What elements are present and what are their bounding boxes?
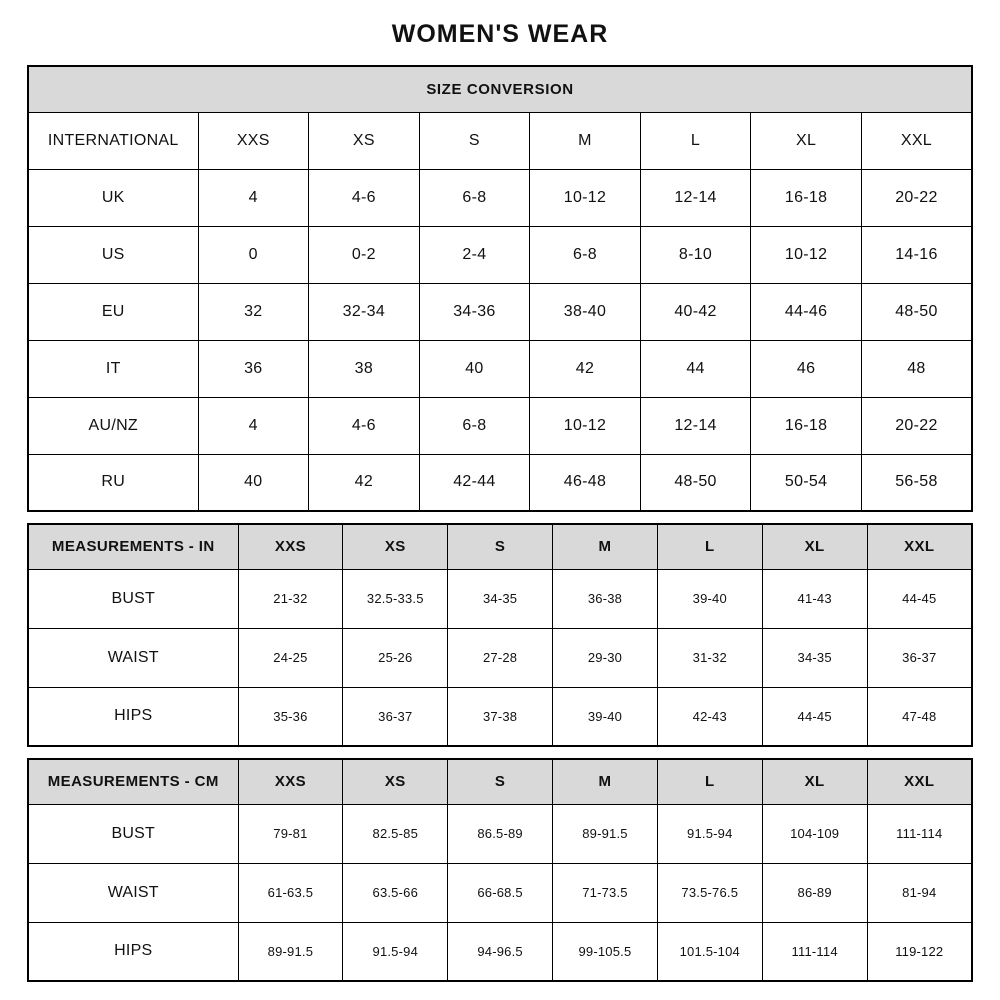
size-value: 56-58: [861, 454, 972, 511]
size-value: 6-8: [530, 226, 641, 283]
size-value: 14-16: [861, 226, 972, 283]
size-value: 48-50: [640, 454, 751, 511]
measurement-value: 25-26: [343, 628, 448, 687]
table-row: [28, 283, 972, 340]
table-header-row: [28, 112, 972, 169]
measurement-value: 86.5-89: [448, 804, 553, 863]
size-value: 0: [198, 226, 309, 283]
measurements-in-title: MEASUREMENTS - IN: [28, 524, 238, 569]
measurement-value: 119-122: [867, 922, 972, 981]
size-value: 40: [198, 454, 309, 511]
measurement-value: 36-37: [867, 628, 972, 687]
measurements-in-table: [27, 523, 973, 747]
size-value: 6-8: [419, 397, 530, 454]
measurement-value: 91.5-94: [343, 922, 448, 981]
size-value: 0-2: [309, 226, 420, 283]
measurement-value: 35-36: [238, 687, 343, 746]
size-value: 44: [640, 340, 751, 397]
column-header-size: M: [553, 759, 658, 804]
size-value: 32-34: [309, 283, 420, 340]
column-header-size: XXS: [238, 759, 343, 804]
size-value: 42: [309, 454, 420, 511]
size-value: 44-46: [751, 283, 862, 340]
measurement-value: 29-30: [553, 628, 658, 687]
row-label: HIPS: [28, 687, 238, 746]
row-label: US: [28, 226, 198, 283]
measurement-value: 47-48: [867, 687, 972, 746]
column-header-size: S: [448, 759, 553, 804]
measurements-cm-table: [27, 758, 973, 982]
page-title: WOMEN'S WEAR: [391, 20, 609, 48]
row-label: WAIST: [28, 628, 238, 687]
size-value: 8-10: [640, 226, 751, 283]
column-header-size: XS: [343, 524, 448, 569]
measurement-value: 81-94: [867, 863, 972, 922]
row-label: RU: [28, 454, 198, 511]
row-label: BUST: [28, 804, 238, 863]
size-value: 42-44: [419, 454, 530, 511]
size-value: 38-40: [530, 283, 641, 340]
size-value: 4-6: [309, 397, 420, 454]
measurement-value: 32.5-33.5: [343, 569, 448, 628]
measurement-value: 82.5-85: [343, 804, 448, 863]
table-row: [28, 804, 972, 863]
table-header-row: [28, 759, 972, 804]
measurement-value: 44-45: [867, 569, 972, 628]
measurement-value: 111-114: [867, 804, 972, 863]
table-row: [28, 628, 972, 687]
measurement-value: 99-105.5: [553, 922, 658, 981]
row-label: UK: [28, 169, 198, 226]
size-value: 40-42: [640, 283, 751, 340]
column-header-size: XS: [343, 759, 448, 804]
size-value: 46: [751, 340, 862, 397]
size-value: 4-6: [309, 169, 420, 226]
size-value: 48-50: [861, 283, 972, 340]
size-value: 6-8: [419, 169, 530, 226]
column-header-size: XXS: [238, 524, 343, 569]
measurement-value: 31-32: [657, 628, 762, 687]
measurement-value: 36-37: [343, 687, 448, 746]
size-value: 10-12: [530, 397, 641, 454]
measurement-value: 44-45: [762, 687, 867, 746]
column-header-size: L: [640, 112, 751, 169]
size-value: 4: [198, 169, 309, 226]
measurement-value: 27-28: [448, 628, 553, 687]
size-value: 20-22: [861, 397, 972, 454]
column-header-size: XL: [762, 524, 867, 569]
measurements-cm-title: MEASUREMENTS - CM: [28, 759, 238, 804]
size-value: 16-18: [751, 397, 862, 454]
measurement-value: 86-89: [762, 863, 867, 922]
measurement-value: 63.5-66: [343, 863, 448, 922]
size-value: 40: [419, 340, 530, 397]
size-value: 10-12: [751, 226, 862, 283]
measurement-value: 39-40: [657, 569, 762, 628]
size-value: 48: [861, 340, 972, 397]
table-row: [28, 687, 972, 746]
measurement-value: 37-38: [448, 687, 553, 746]
size-value: 12-14: [640, 397, 751, 454]
measurement-value: 21-32: [238, 569, 343, 628]
table-row: [28, 569, 972, 628]
row-label: EU: [28, 283, 198, 340]
measurement-value: 41-43: [762, 569, 867, 628]
table-row: [28, 226, 972, 283]
table-row: [28, 340, 972, 397]
measurement-value: 36-38: [553, 569, 658, 628]
column-header-size: XXL: [867, 759, 972, 804]
column-header-size: XL: [751, 112, 862, 169]
column-header-size: XXL: [861, 112, 972, 169]
size-conversion-title: SIZE CONVERSION: [28, 66, 972, 112]
measurement-value: 89-91.5: [553, 804, 658, 863]
measurement-value: 34-35: [762, 628, 867, 687]
column-header-size: XXS: [198, 112, 309, 169]
measurement-value: 39-40: [553, 687, 658, 746]
column-header-size: XL: [762, 759, 867, 804]
size-value: 36: [198, 340, 309, 397]
table-row: [28, 863, 972, 922]
column-header-size: M: [553, 524, 658, 569]
size-value: 12-14: [640, 169, 751, 226]
measurement-value: 66-68.5: [448, 863, 553, 922]
size-value: 16-18: [751, 169, 862, 226]
measurement-value: 73.5-76.5: [657, 863, 762, 922]
column-header-size: XXL: [867, 524, 972, 569]
row-label: WAIST: [28, 863, 238, 922]
measurement-value: 94-96.5: [448, 922, 553, 981]
table-row: [28, 922, 972, 981]
table-header-row: [28, 524, 972, 569]
measurement-value: 91.5-94: [657, 804, 762, 863]
column-header-size: XS: [309, 112, 420, 169]
column-header-size: S: [448, 524, 553, 569]
column-header-size: L: [657, 524, 762, 569]
size-value: 34-36: [419, 283, 530, 340]
size-value: 32: [198, 283, 309, 340]
column-header-size: M: [530, 112, 641, 169]
size-value: 38: [309, 340, 420, 397]
table-row: [28, 169, 972, 226]
column-header-size: L: [657, 759, 762, 804]
table-row: [28, 397, 972, 454]
measurement-value: 79-81: [238, 804, 343, 863]
measurement-value: 71-73.5: [553, 863, 658, 922]
size-value: 42: [530, 340, 641, 397]
row-label: BUST: [28, 569, 238, 628]
row-label: AU/NZ: [28, 397, 198, 454]
size-value: 2-4: [419, 226, 530, 283]
size-value: 4: [198, 397, 309, 454]
column-header-international: INTERNATIONAL: [28, 112, 198, 169]
measurement-value: 104-109: [762, 804, 867, 863]
column-header-size: S: [419, 112, 530, 169]
measurement-value: 61-63.5: [238, 863, 343, 922]
measurement-value: 101.5-104: [657, 922, 762, 981]
size-value: 20-22: [861, 169, 972, 226]
size-value: 10-12: [530, 169, 641, 226]
size-value: 46-48: [530, 454, 641, 511]
row-label: IT: [28, 340, 198, 397]
table-banner-row: [28, 66, 972, 112]
table-row: [28, 454, 972, 511]
measurement-value: 89-91.5: [238, 922, 343, 981]
row-label: HIPS: [28, 922, 238, 981]
measurement-value: 24-25: [238, 628, 343, 687]
measurement-value: 42-43: [657, 687, 762, 746]
measurement-value: 111-114: [762, 922, 867, 981]
size-conversion-table: [27, 65, 973, 512]
measurement-value: 34-35: [448, 569, 553, 628]
size-value: 50-54: [751, 454, 862, 511]
